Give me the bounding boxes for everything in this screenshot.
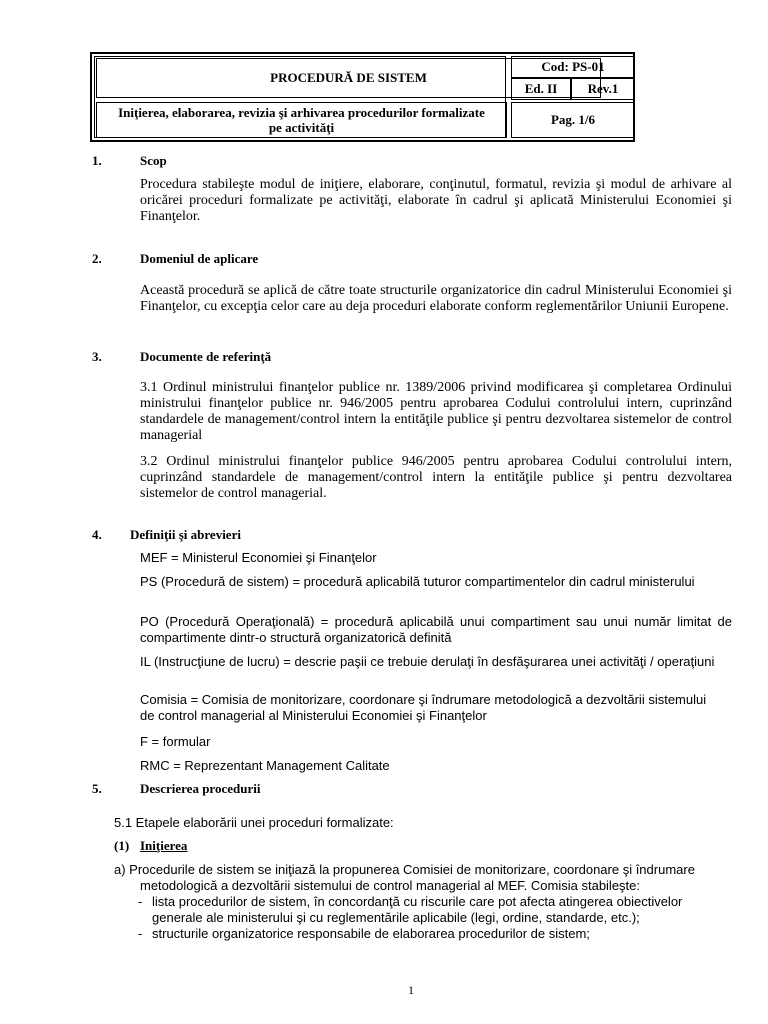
definition-item: PS (Procedură de sistem) = procedură aplicabilă tuturor compartimentelor din cadrul ministerului [140, 574, 695, 589]
edition-text: Ed. II [524, 81, 558, 96]
section-5-title: Descrierea procedurii [140, 781, 261, 796]
section-4-title: Definiţii şi abrevieri [130, 527, 241, 542]
section-2-text: Această procedură se aplică de către toate structurile organizatorice din cadrul Ministerului Economiei şi Finanţelor, cu excepţia celor care au deja proceduri elaborate conform reglementărilor Uniunii Europene. [140, 283, 732, 314]
edition-cell [511, 78, 571, 100]
paragraph-a: a) Procedurile de sistem se iniţiază la propunerea Comisiei de monitorizare, coordonare şi îndrumare metodologică a dezvoltării sistemului de control managerial al MEF. Comisia stabileşte: [114, 862, 695, 893]
section-1-title: Scop [140, 153, 167, 168]
section-1-number: 1. [92, 153, 102, 168]
section-4-number: 4. [92, 527, 102, 542]
definition-item: F = formular [140, 734, 211, 749]
revision-cell [571, 78, 635, 100]
step-number: (1) [114, 838, 130, 853]
section-1-text: Procedura stabileşte modul de iniţiere, elaborare, conţinutul, formatul, revizia şi modul de arhivare al oricărei proceduri formalizate pe activităţi, elaborate în cadrul şi aplicată Ministerului Economiei şi Finanţelor. [140, 177, 732, 224]
page-cell [511, 102, 635, 138]
section-3-title: Documente de referinţă [140, 349, 272, 364]
bullet-dash: - [138, 926, 143, 941]
section-2-title: Domeniul de aplicare [140, 251, 259, 266]
definition-item: RMC = Reprezentant Management Calitate [140, 758, 390, 773]
bullet-item: structurile organizatorice responsabile de elaborarea procedurilor de sistem; [152, 926, 590, 941]
code-cell [511, 56, 635, 78]
header-inner-frame [94, 56, 506, 138]
page-number: 1 [408, 983, 414, 997]
definition-item: Comisia = Comisia de monitorizare, coordonare şi îndrumare metodologică a dezvoltării sistemului de control managerial al Ministerului Economiei şi Finanţelor [140, 692, 707, 723]
section-5-number: 5. [92, 781, 102, 796]
subsection-5-1: 5.1 Etapele elaborării unei proceduri formalizate: [114, 815, 394, 830]
bullet-item: lista procedurilor de sistem, în concordanţă cu riscurile care pot afecta atingerea obiectivelor generale ale ministerului şi cu reglementările aplicabile (legi, ordine, standarde, etc.); [152, 894, 683, 925]
section-3-paragraph-2: 3.2 Ordinul ministrului finanţelor publice 946/2005 pentru aprobarea Codului controlului intern, cuprinzând standardele de management/control intern la entităţile publice şi pentru dezvoltarea sistemelor de control managerial. [140, 454, 732, 501]
bullet-dash: - [138, 894, 143, 909]
page-indicator: Pag. 1/6 [550, 112, 596, 127]
code-text: Cod: PS-01 [541, 59, 605, 74]
definition-item: MEF = Ministerul Economiei şi Finanţelor [140, 550, 377, 565]
section-2-number: 2. [92, 251, 102, 266]
section-3-paragraph-1: 3.1 Ordinul ministrului finanţelor publice nr. 1389/2006 privind modificarea şi completarea Ordinului ministrului finanţelor publice nr. 946/2005 pentru aprobarea Codului controlului intern, cuprinzând standardele de management/control intern la entităţile publice şi pentru dezvoltarea sistemelor de control managerial [140, 380, 732, 443]
procedure-type-text: PROCEDURĂ DE SISTEM [270, 70, 427, 85]
procedure-subject-text: Iniţierea, elaborarea, revizia şi arhivarea procedurilor formalizate pe activităţi [118, 105, 485, 135]
revision-text: Rev.1 [587, 81, 619, 96]
section-3-number: 3. [92, 349, 102, 364]
step-title: Iniţierea [140, 838, 188, 853]
definition-item: IL (Instrucţiune de lucru) = descrie paşii ce trebuie derulaţi în desfăşurarea unei activităţi / operaţiuni [140, 654, 715, 669]
definition-item: PO (Procedură Operaţională) = procedură aplicabilă unui compartiment sau unui număr limitat de compartimente dintr-o structură organizatorică definită [140, 614, 732, 645]
